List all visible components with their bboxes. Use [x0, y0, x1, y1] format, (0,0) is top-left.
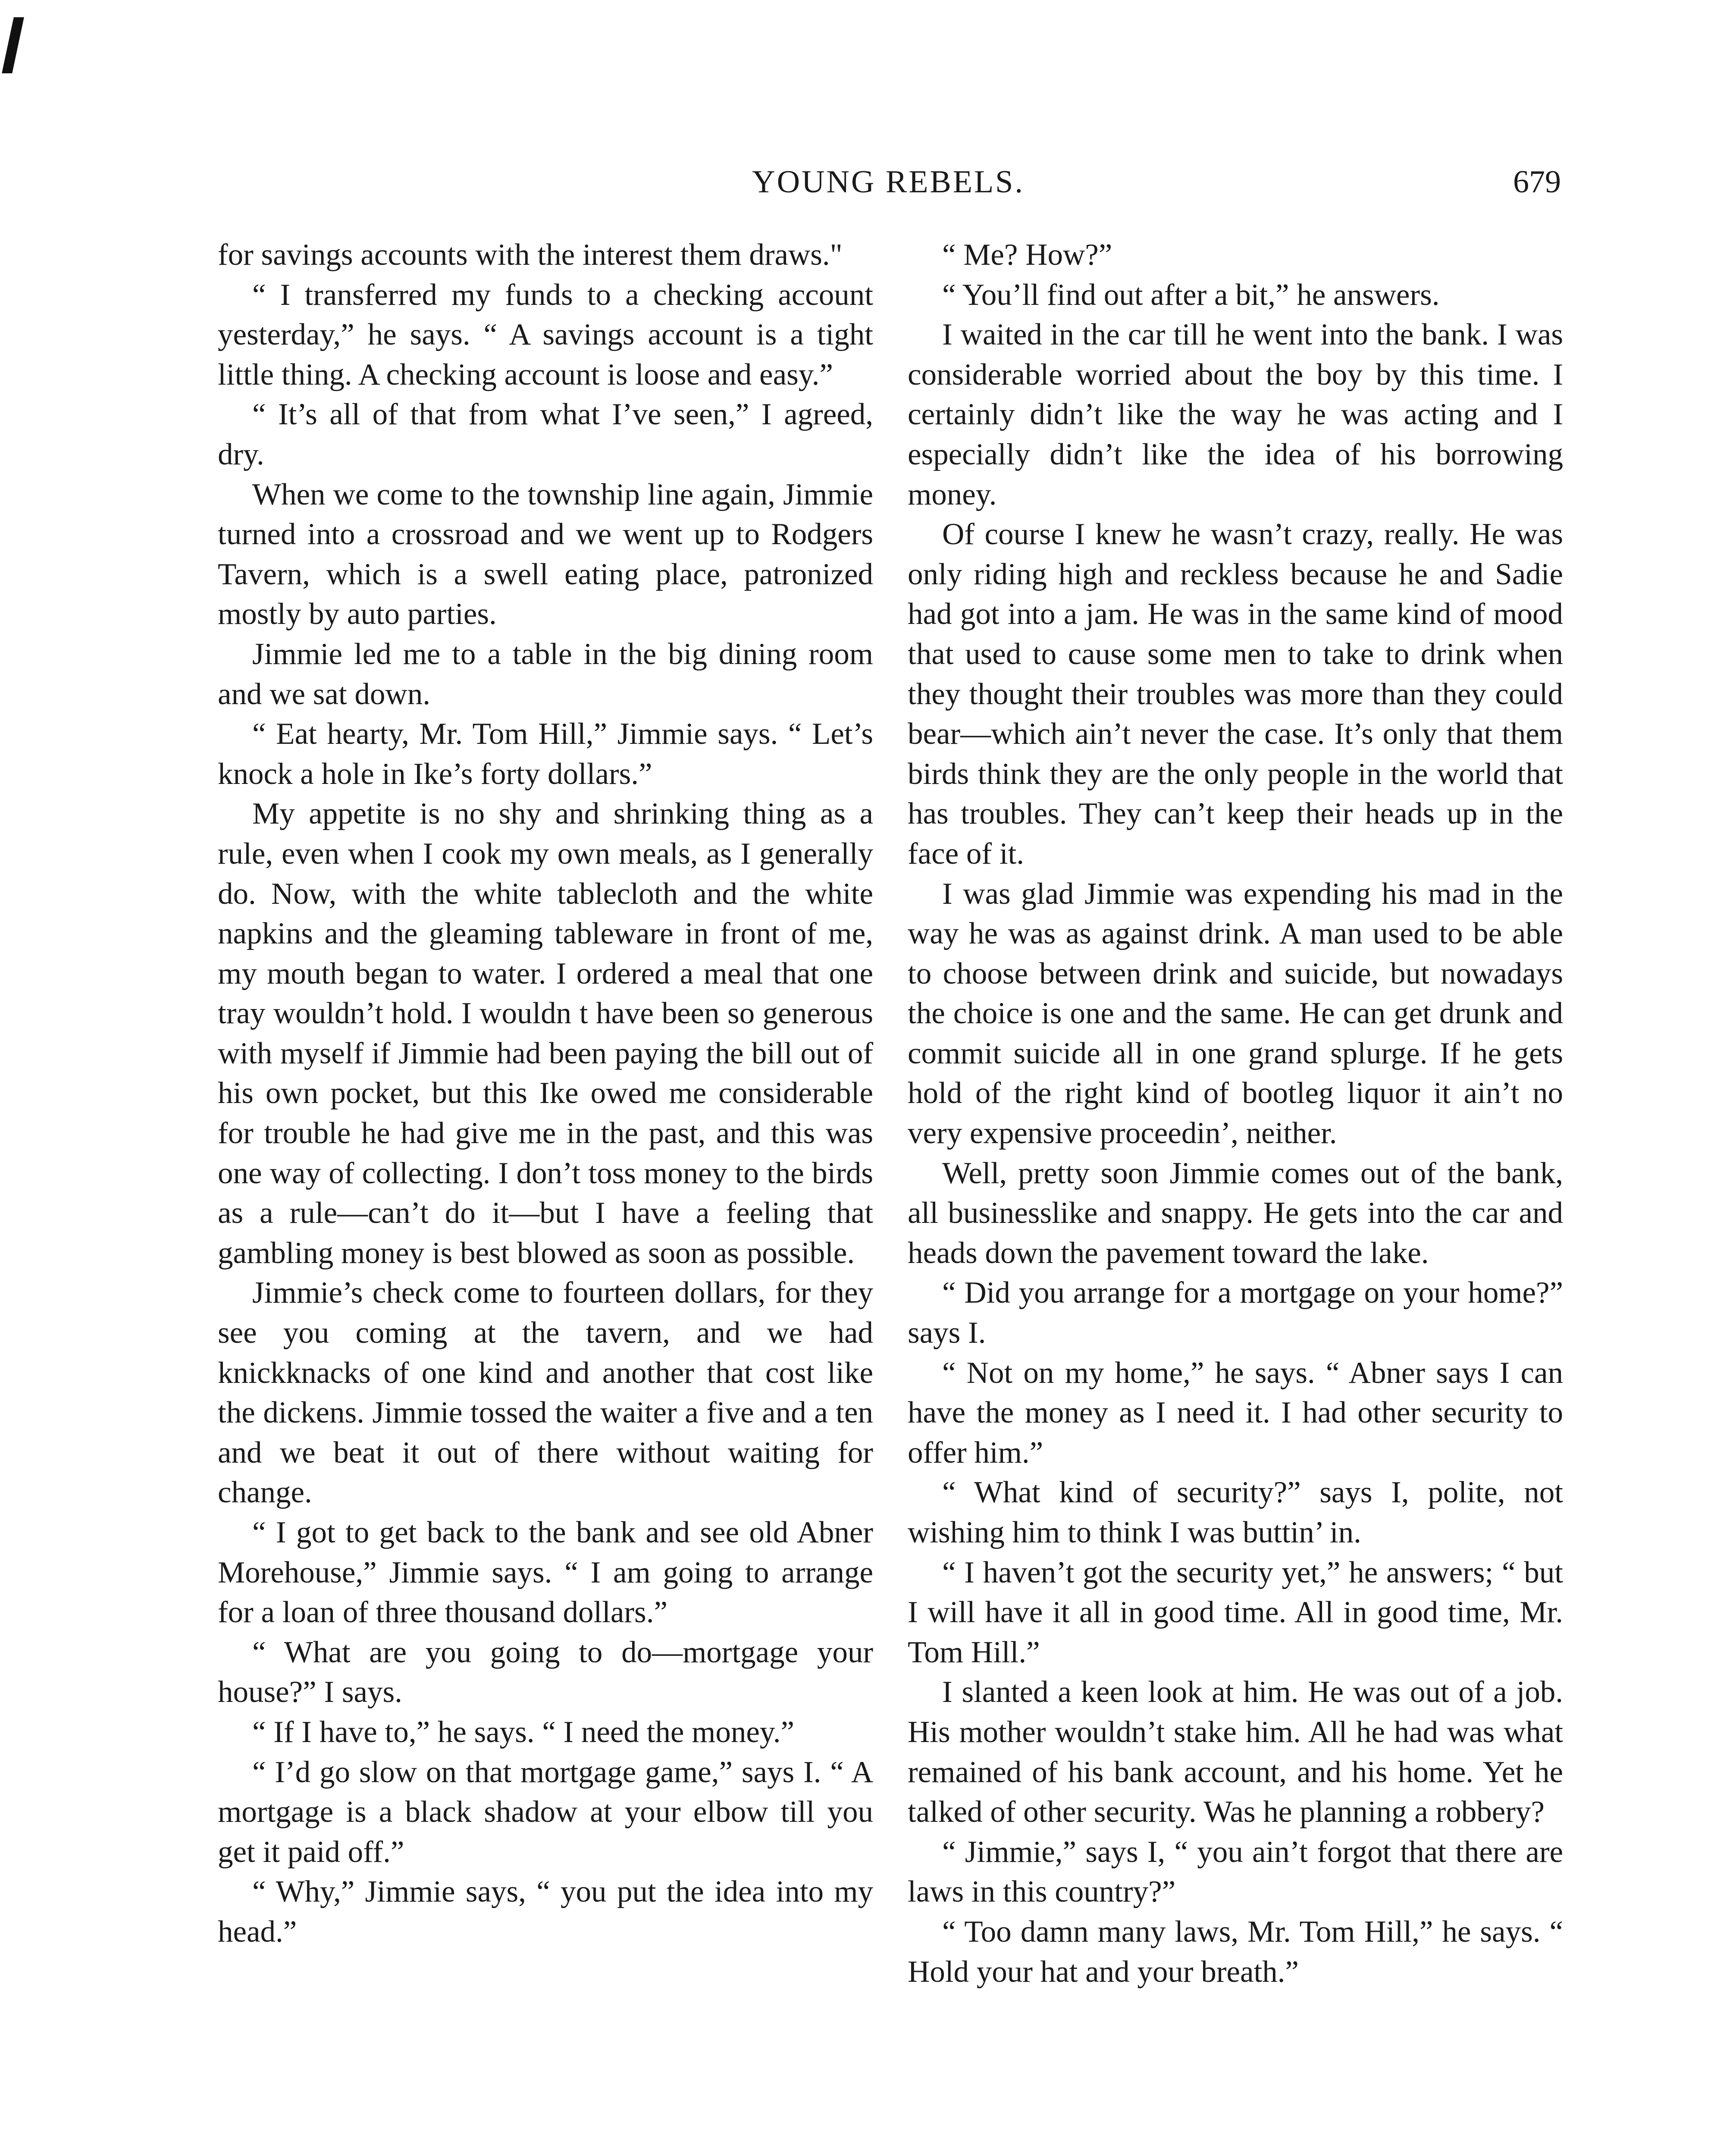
paragraph: “ Did you arrange for a mortgage on your home?” says I.	[908, 1276, 1563, 1350]
paragraph: “ Not on my home,” he says. “ Abner says I can have the money as I need it. I had other security to offer him.”	[908, 1356, 1563, 1470]
paragraph: I waited in the car till he went into the bank. I was considerable worried about the boy by this time. I certainly didn’t like the way he was acting and I especially didn’t like the idea of his borrowing money.	[908, 318, 1563, 511]
paragraph: “ What are you going to do—mortgage your house?” I says.	[218, 1635, 873, 1709]
left-column	[218, 235, 873, 1952]
paragraph: My appetite is no shy and shrinking thing as a rule, even when I cook my own meals, as I generally do. Now, with the white tablecloth and the white napkins and the gleaming tableware in front of me, my mouth began to water. I ordered a meal that one tray wouldn’t hold. I wouldn t have been so generous with myself if Jimmie had been paying the bill out of his own pocket, but this Ike owed me considerable for trouble he had give me in the past, and this was one way of collecting. I don’t toss money to the birds as a rule—can’t do it—but I have a feeling that gambling money is best blowed as soon as possible.	[218, 797, 873, 1270]
paragraph: “ I haven’t got the security yet,” he answers; “ but I will have it all in good time. All in good time, Mr. Tom Hill.”	[908, 1555, 1563, 1669]
paragraph: “ Why,” Jimmie says, “ you put the idea into my head.”	[218, 1875, 873, 1949]
paragraph: “ I got to get back to the bank and see old Abner Morehouse,” Jimmie says. “ I am going to arrange for a loan of three thousand dollars.”	[218, 1516, 873, 1630]
paragraph: When we come to the township line again, Jimmie turned into a crossroad and we went up to Rodgers Tavern, which is a swell eating place, patronized mostly by auto parties.	[218, 477, 873, 631]
scan-margin-mark	[2, 17, 24, 73]
paragraph: Jimmie led me to a table in the big dining room and we sat down.	[218, 637, 873, 711]
right-column	[908, 235, 1563, 1992]
paragraph: “ Eat hearty, Mr. Tom Hill,” Jimmie says. “ Let’s knock a hole in Ike’s forty dollars.”	[218, 717, 873, 791]
paragraph: “ Jimmie,” says I, “ you ain’t forgot that there are laws in this country?”	[908, 1835, 1563, 1909]
page-number: 679	[1513, 164, 1561, 200]
paragraph: “ What kind of security?” says I, polite, not wishing him to think I was buttin’ in.	[908, 1476, 1563, 1549]
running-title: YOUNG REBELS.	[752, 164, 1025, 200]
paragraph: “ It’s all of that from what I’ve seen,” I agreed, dry.	[218, 398, 873, 471]
paragraph: Of course I knew he wasn’t crazy, really. He was only riding high and reckless because he and Sadie had got into a jam. He was in the same kind of mood that used to cause some men to take to drink when they thought their troubles was more than they could bear—which ain’t never the case. It’s only that them birds think they are the only people in the world that has troubles. They can’t keep their heads up in the face of it.	[908, 517, 1563, 871]
paragraph: “ I transferred my funds to a checking account yesterday,” he says. “ A savings account is a tight little thing. A checking account is loose and easy.”	[218, 278, 873, 392]
paragraph: “ Me? How?”	[942, 238, 1112, 272]
paragraph: “ I’d go slow on that mortgage game,” says I. “ A mortgage is a black shadow at your elbow till you get it paid off.”	[218, 1755, 873, 1869]
paragraph: Jimmie’s check come to fourteen dollars, for they see you coming at the tavern, and we had knickknacks of one kind and another that cost like the dickens. Jimmie tossed the waiter a five and a ten and we beat it out of there without waiting for change.	[218, 1276, 873, 1510]
page-header	[216, 164, 1561, 216]
paragraph: I slanted a keen look at him. He was out of a job. His mother wouldn’t stake him. All he had was what remained of his bank account, and his home. Yet he talked of other security. Was he planning a robbery?	[908, 1675, 1563, 1829]
paragraph: “ If I have to,” he says. “ I need the money.”	[252, 1715, 795, 1749]
paragraph: “ You’ll find out after a bit,” he answers.	[942, 278, 1440, 312]
paragraph: for savings accounts with the interest them draws."	[218, 238, 843, 272]
paragraph: I was glad Jimmie was expending his mad in the way he was as against drink. A man used to be able to choose between drink and suicide, but nowadays the choice is one and the same. He can get drunk and commit suicide all in one grand splurge. If he gets hold of the right kind of bootleg liquor it ain’t no very expensive proceedin’, neither.	[908, 877, 1563, 1150]
paragraph: “ Too damn many laws, Mr. Tom Hill,” he says. “ Hold your hat and your breath.”	[908, 1915, 1563, 1989]
paragraph: Well, pretty soon Jimmie comes out of the bank, all businesslike and snappy. He gets into the car and heads down the pavement toward the lake.	[908, 1156, 1563, 1270]
